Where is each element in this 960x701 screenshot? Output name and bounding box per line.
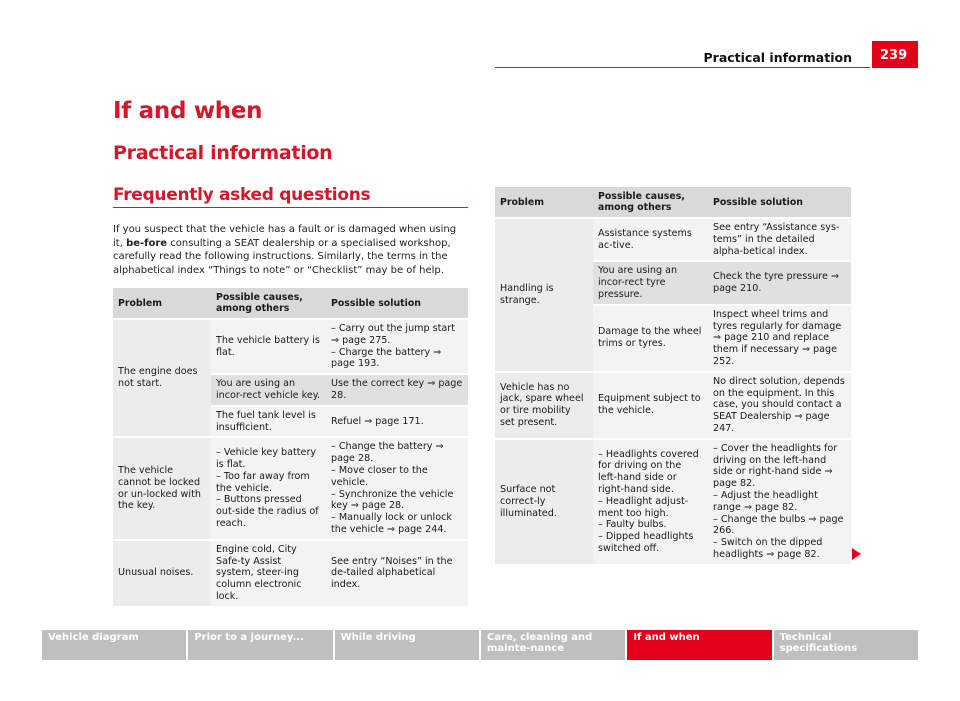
col-header-problem: Problem <box>113 288 211 318</box>
cause-cell: The fuel tank level is insufficient. <box>211 407 326 437</box>
footer-tab[interactable]: Vehicle diagram <box>42 630 188 660</box>
solution-cell: See entry “Noises” in the de-tailed alphabetical index. <box>326 541 468 606</box>
section-heading: Practical information <box>113 142 333 164</box>
faq-table-right <box>495 185 851 566</box>
cause-cell: Engine cold, City Safe-ty Assist system, steer-ing column electronic lock. <box>211 541 326 606</box>
footer-tab[interactable]: While driving <box>335 630 481 660</box>
table-row <box>495 440 851 564</box>
faq-table-left <box>113 286 468 608</box>
intro-paragraph <box>113 223 468 277</box>
intro-bold: be-fore <box>126 237 168 249</box>
subsection-heading: Frequently asked questions <box>113 185 371 205</box>
solution-cell: – Carry out the jump start ⇒ page 275. – Charge the battery ⇒ page 193. <box>326 320 468 373</box>
footer-tab[interactable]: Prior to a journey... <box>188 630 334 660</box>
continued-arrow-icon <box>852 548 861 560</box>
subsection-rule <box>113 207 468 208</box>
page-number: 239 <box>872 41 918 68</box>
cause-cell: The vehicle battery is flat. <box>211 320 326 373</box>
col-header-causes: Possible causes, among others <box>593 187 708 217</box>
footer-tab[interactable]: Technical specifications <box>774 630 918 660</box>
col-header-solution: Possible solution <box>326 288 468 318</box>
problem-cell: The engine does not start. <box>113 320 211 436</box>
table-row <box>495 219 851 260</box>
col-header-solution: Possible solution <box>708 187 851 217</box>
solution-cell: See entry “Assistance sys-tems” in the detailed alpha-betical index. <box>708 219 851 260</box>
cause-cell: Equipment subject to the vehicle. <box>593 373 708 438</box>
header-rule <box>495 67 870 68</box>
solution-cell: No direct solution, depends on the equipment. In this case, you should contact a SEAT Dealership ⇒ page 247. <box>708 373 851 438</box>
chapter-heading: If and when <box>113 98 263 124</box>
solution-cell: Inspect wheel trims and tyres regularly for damage ⇒ page 210 and replace them if necessary ⇒ page 252. <box>708 306 851 371</box>
intro-text-2: consulting a SEAT dealership or a specialised workshop, carefully read the following instructions. Similarly, the terms in the alphabetical index “Things to note” or “Checklist” may be of help. <box>113 237 451 276</box>
solution-cell: – Cover the headlights for driving on the left-hand side or right-hand side ⇒ page 82. – Adjust the headlight range ⇒ page 82. – Change the bulbs ⇒ page 266. – Switch on the dipped headlights ⇒ page 82. <box>708 440 851 564</box>
footer-tab[interactable]: Care, cleaning and mainte-nance <box>481 630 627 660</box>
cause-cell: You are using an incor-rect vehicle key. <box>211 375 326 405</box>
cause-cell: – Headlights covered for driving on the left-hand side or right-hand side. – Headlight adjust-ment too high. – Faulty bulbs. – Dipped headlights switched off. <box>593 440 708 564</box>
problem-cell: Vehicle has no jack, spare wheel or tire mobility set present. <box>495 373 593 438</box>
problem-cell: Handling is strange. <box>495 219 593 371</box>
cause-cell: You are using an incor-rect tyre pressure. <box>593 262 708 303</box>
footer-nav <box>42 630 918 660</box>
col-header-problem: Problem <box>495 187 593 217</box>
table-row <box>113 320 468 373</box>
solution-cell: Refuel ⇒ page 171. <box>326 407 468 437</box>
cause-cell: Assistance systems ac-tive. <box>593 219 708 260</box>
intro-text-1: If you suspect that the vehicle has a fault or is damaged when using it, <box>113 224 457 249</box>
problem-cell: The vehicle cannot be locked or un-locked with the key. <box>113 438 211 538</box>
cause-cell: Damage to the wheel trims or tyres. <box>593 306 708 371</box>
solution-cell: – Change the battery ⇒ page 28. – Move closer to the vehicle. – Synchronize the vehicle key ⇒ page 28. – Manually lock or unlock the vehicle ⇒ page 244. <box>326 438 468 538</box>
table-row <box>495 373 851 438</box>
col-header-causes: Possible causes, among others <box>211 288 326 318</box>
footer-tab[interactable]: If and when <box>627 630 773 660</box>
table-row <box>113 541 468 606</box>
problem-cell: Unusual noises. <box>113 541 211 606</box>
table-row <box>113 438 468 538</box>
cause-cell: – Vehicle key battery is flat. – Too far away from the vehicle. – Buttons pressed out-side the radius of reach. <box>211 438 326 538</box>
solution-cell: Use the correct key ⇒ page 28. <box>326 375 468 405</box>
problem-cell: Surface not correct-ly illuminated. <box>495 440 593 564</box>
header-title: Practical information <box>703 50 852 65</box>
solution-cell: Check the tyre pressure ⇒ page 210. <box>708 262 851 303</box>
